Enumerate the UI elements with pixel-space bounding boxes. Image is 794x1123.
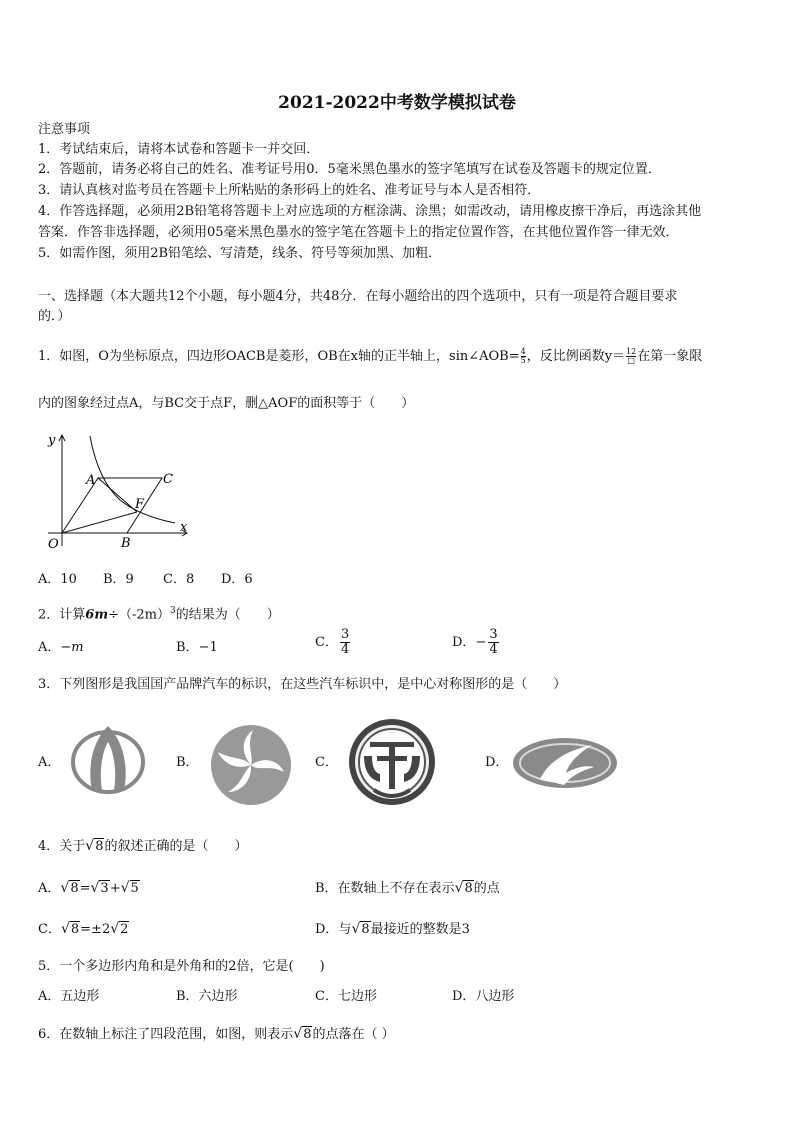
option-fraction [488, 628, 498, 657]
segment-af [98, 478, 137, 512]
option-label: A． [38, 640, 61, 655]
radicand: 8 [70, 881, 79, 896]
k-fraction [626, 348, 636, 365]
frac-num: 12 [626, 347, 637, 356]
radicand: 8 [70, 922, 80, 937]
option-label: D． [452, 635, 476, 650]
q1-option-a: A．10 [38, 572, 77, 587]
radicand: 8 [361, 922, 370, 937]
q4-option-d [315, 921, 470, 938]
label-y: y [48, 433, 56, 448]
sqrt: √8 [454, 880, 473, 896]
q5-option-d: D．八边形 [452, 989, 515, 1004]
q1-figure [40, 428, 200, 553]
radicand: 2 [120, 922, 129, 937]
page-title: 2021-2022中考数学模拟试卷 [278, 93, 516, 113]
option-text: 最接近的整数是3 [370, 922, 470, 937]
equals: =±2 [80, 922, 111, 937]
label-f: F [135, 497, 145, 512]
sqrt: √8 [60, 921, 80, 937]
frac-num: 3 [340, 627, 350, 642]
sqrt-8: √8 [293, 1026, 312, 1042]
q2-text: ） [156, 607, 170, 623]
q2-option-c [315, 628, 352, 657]
q5-option-a: A．五边形 [38, 989, 100, 1004]
q4-text: 的叙述正确的是（ ） [104, 839, 248, 854]
notice-item: 2．答题前，请务必将自己的姓名、准考证号用0．5毫米黑色墨水的签字笔填写在试卷及答题卡的规定位置． [38, 162, 661, 177]
option-value: −1 [198, 640, 218, 655]
sqrt: √3 [90, 880, 109, 896]
question-6 [38, 1026, 395, 1043]
q2-exponent: 3 [170, 606, 176, 616]
q1-text-part1: 1．如图，O为坐标原点，四边形OACB是菱形，OB在x轴的正半轴上，sin∠AOB= [38, 349, 520, 364]
sqrt: √5 [120, 880, 139, 896]
label-b: B [121, 536, 131, 551]
notice-item: 5．如需作图，须用2B铅笔绘、写清楚，线条、符号等须加黑、加粗． [38, 246, 442, 261]
logo-a-icon [68, 722, 148, 796]
logo-d-icon [510, 735, 620, 791]
q5-option-b: B．六边形 [176, 989, 238, 1004]
sin-fraction [521, 348, 526, 365]
q4-option-a [38, 880, 140, 897]
frac-num: 3 [489, 627, 498, 642]
minus-sign: − [475, 635, 487, 650]
radicand: 3 [100, 881, 109, 896]
option-value: −m [60, 640, 84, 655]
sqrt: √2 [110, 921, 129, 937]
plus: + [109, 881, 121, 896]
q6-text: 6．在数轴上标注了四段范围，如图，则表示 [38, 1027, 294, 1042]
q2-expr: 6m [85, 607, 109, 623]
frac-den: □ [627, 356, 635, 365]
notice-item: 3．请认真核对监考员在答题卡上所粘贴的条形码上的姓名、准考证号与本人是否相符． [38, 183, 541, 198]
question-2 [38, 603, 280, 623]
notice-item: 4．作答选择题，必须用2B铅笔将答题卡上对应选项的方框涂满、涂黑；如需改动，请用橡皮擦干净后，再选涂其他 [38, 204, 702, 219]
equals: = [79, 881, 91, 896]
q2-text: ÷（-2m [108, 607, 157, 623]
q3-label-a: A． [38, 755, 61, 770]
logo-c-icon [344, 716, 440, 808]
question-4 [38, 838, 248, 855]
option-label: B． [176, 640, 199, 655]
option-label: C． [38, 922, 61, 937]
radicand: 8 [95, 839, 104, 854]
q1-option-d: D．6 [221, 572, 253, 587]
q1-text-part3: 在第一象限 [637, 349, 703, 364]
q5-option-c: C．七边形 [315, 989, 377, 1004]
question-1 [38, 348, 702, 365]
option-fraction [340, 628, 350, 657]
option-text: B．在数轴上不存在表示 [315, 881, 455, 896]
frac-den: 5 [520, 356, 526, 365]
q1-option-c: C．8 [163, 572, 195, 587]
sqrt: √8 [351, 921, 370, 937]
frac-den: 4 [340, 642, 350, 657]
label-x: x [180, 520, 188, 535]
q3-label-d: D． [485, 755, 509, 770]
q3-label-c: C． [315, 755, 338, 770]
q2-text: 2．计算 [38, 607, 86, 623]
q3-label-b: B． [176, 755, 199, 770]
logo-b-icon [206, 722, 296, 808]
q4-text: 4．关于 [38, 839, 86, 854]
option-text: D．与 [315, 922, 352, 937]
label-a: A [86, 473, 96, 488]
section-heading: 一、选择题（本大题共12个小题，每小题4分，共48分．在每小题给出的四个选项中，只有一项是符合题目要求 [38, 289, 678, 304]
label-o: O [48, 537, 59, 552]
question-5: 5．一个多边形内角和是外角和的2倍，它是( ) [38, 959, 325, 974]
q4-option-c [38, 921, 129, 938]
q2-option-b [176, 640, 218, 656]
q1-option-b: B．9 [103, 572, 134, 587]
q6-text: 的点落在（ ） [312, 1027, 395, 1042]
question-1-line2: 内的图象经过点A，与BC交于点F，删△AOF的面积等于（ ） [38, 396, 415, 411]
q4-option-b [315, 880, 500, 897]
sqrt: √8 [60, 880, 79, 896]
option-label: A． [38, 881, 61, 896]
radicand: 8 [303, 1027, 312, 1042]
q2-option-a [38, 640, 84, 656]
rhombus-oacb [62, 478, 162, 533]
radicand: 8 [464, 881, 473, 896]
option-label: C． [315, 635, 338, 650]
label-c: C [163, 472, 173, 487]
question-3: 3．下列图形是我国国产品牌汽车的标识，在这些汽车标识中，是中心对称图形的是（ ） [38, 677, 567, 692]
notice-heading: 注意事项 [38, 122, 91, 137]
frac-den: 4 [489, 642, 498, 657]
q2-text: 的结果为（ ） [175, 607, 280, 623]
sqrt-8: √8 [85, 838, 104, 854]
radicand: 5 [130, 881, 139, 896]
q2-option-d [452, 628, 501, 657]
option-text: 的点 [473, 881, 500, 896]
notice-item: 答案．作答非选择题，必须用05毫米黑色墨水的签字笔在答题卡上的指定位置作答，在其他位置作答一律无效． [38, 225, 679, 240]
section-heading-cont: 的．） [38, 309, 71, 324]
notice-item: 1．考试结束后，请将本试卷和答题卡一并交回． [38, 142, 320, 157]
q1-text-part2: ，反比例函数y＝ [526, 349, 626, 364]
frac-num: 4 [520, 347, 526, 356]
